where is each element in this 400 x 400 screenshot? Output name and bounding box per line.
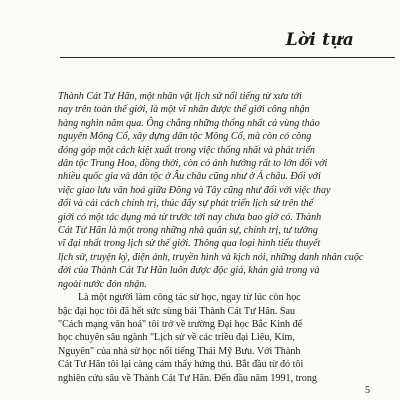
text-line: vĩ đại nhất trong lịch sử thế giới. Thông qua loại hình tiểu thuyết — [58, 238, 321, 250]
page-heading: Lời tựa — [285, 30, 354, 50]
text-line: "Cách mạng văn hoá" tôi trở về trường Đại học Bắc Kinh để — [58, 318, 303, 330]
text-line: Cát Tư Hãn tôi lại càng cảm thấy hứng thú. Bắt đầu từ đó tôi — [58, 359, 304, 371]
body-text — [58, 90, 400, 385]
text-line: học chuyên sâu ngành "Lịch sử về các triều đại Liêu, Kim, — [58, 332, 295, 344]
text-line: nhiều quốc gia và dân tộc ở Âu châu cũng như ở Á châu. Đối với — [58, 171, 321, 183]
text-line: đời của Thành Cát Tư Hãn luôn được độc giả, khán giả trong và — [58, 265, 320, 277]
paragraph-1 — [58, 90, 400, 291]
header-rule — [60, 57, 395, 58]
text-line: Thành Cát Tư Hãn, một nhân vật lịch sử nổi tiếng từ xưa tới — [58, 91, 302, 102]
text-line: nay trên toàn thế giới, là một vĩ nhân được thế giới công nhận — [58, 104, 310, 116]
text-line: lịch sử, truyện ký, điện ảnh, truyền hình và kịch nói, những danh nhân cuộc — [58, 251, 364, 263]
text-line: bậc đại học tôi đã hết sức sùng bái Thành Cát Tư Hãn. Sau — [58, 305, 296, 317]
text-line: hàng nghìn năm qua. Ông chẳng những thống nhất cả vùng thảo — [58, 117, 320, 129]
text-line: đổi và cải cách chính trị, thúc đẩy sự phát triển lịch sử trên thế — [58, 198, 314, 210]
text-line: đóng góp một cách kiệt xuất trong việc thống nhất và phát triển — [58, 144, 315, 156]
text-line: nghiên cứu sâu về Thành Cát Tư Hãn. Đến đầu năm 1991, trong — [58, 372, 317, 384]
text-line: Nguyên" của nhà sử học nổi tiếng Thái Mỹ Bưu. Với Thành — [58, 345, 301, 357]
text-line: Cát Tư Hãn là một trong những nhà quân sự, chính trị, tư tưởng — [58, 225, 318, 237]
text-line: ngoài nước đón nhận. — [58, 278, 147, 290]
text-line: giới có một tác dụng mà từ trước tới nay chưa bao giờ có. Thành — [58, 211, 322, 223]
page-number: 5 — [365, 385, 370, 396]
text-line: dân tộc Trung Hoa, đồng thời, còn có ảnh hưởng rất to lớn đối với — [58, 158, 328, 170]
text-line: nguyên Mông Cổ, xây dựng dân tộc Mông Cổ, mà còn có công — [58, 131, 312, 143]
paragraph-2 — [58, 291, 400, 385]
text-line: Là một người làm công tác sử học, ngay từ lúc còn học — [78, 292, 301, 304]
text-line: việc giao lưu văn hoá giữa Đông và Tây cũng như đối với việc thay — [58, 184, 331, 196]
